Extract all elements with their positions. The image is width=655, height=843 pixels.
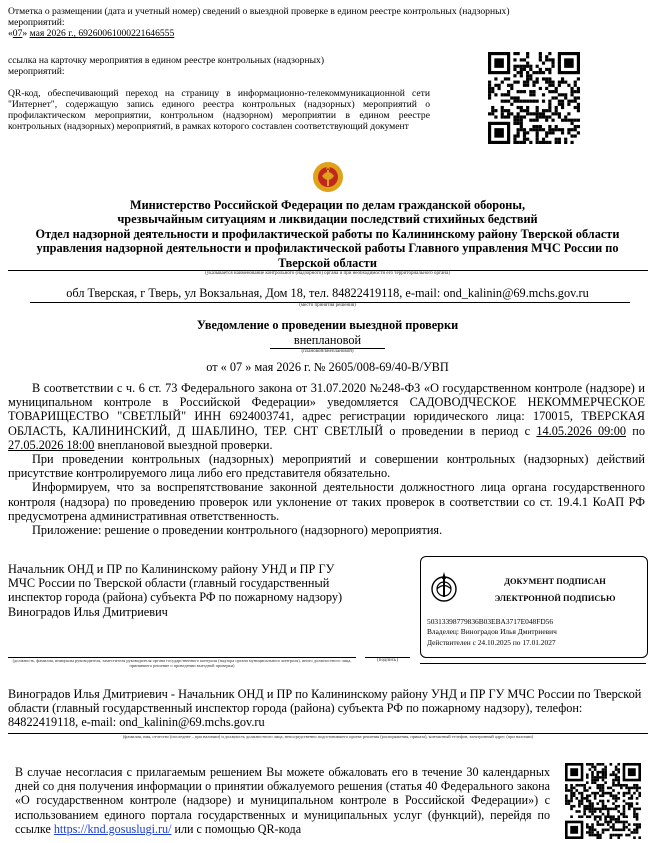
p1-mid: по	[626, 423, 645, 438]
period-to: 27.05.2026 18:00	[8, 437, 95, 452]
registry-line1: Отметка о размещении (дата и учетный номер) сведений о выездной проверке в едином реестре контрольных (надзорных)	[8, 6, 510, 17]
document-number: от « 07 » мая 2026 г. № 2605/008-69/40-В/УВП	[206, 360, 449, 374]
appeal-tail: или с помощью QR-кода	[171, 821, 302, 836]
stamp-title-line2: ЭЛЕКТРОННОЙ ПОДПИСЬЮ	[494, 594, 616, 603]
period-from: 14.05.2026 09:00	[536, 423, 626, 438]
paragraph-3: Информируем, что за воспрепятствование законной деятельности должностного лица органа государственного контроля (надзора) по проведению проверок или уклонение от таких проверок в соответствии со ст. 19.4.1 КоАП РФ предусмотрена административная ответственность.	[8, 480, 645, 523]
certificate-validity: Действителен с 24.10.2025 по 17.01.2027	[427, 637, 556, 647]
paragraph-4: Приложение: решение о проведении контрольного (надзорного) мероприятия.	[32, 523, 443, 538]
signature-caption: (подпись)	[377, 658, 398, 663]
agency-line1: Министерство Российской Федерации по делам гражданской обороны,	[129, 198, 526, 212]
document-title: Уведомление о проведении выездной проверки	[196, 318, 459, 332]
mchs-emblem-icon	[308, 156, 348, 196]
registry-line2: мероприятий:	[8, 17, 65, 28]
agency-address: обл Тверская, г Тверь, ул Вокзальная, Дом 18, тел. 84822419118, e-mail: ond_kalinin@69.mchs.gov.ru	[66, 286, 589, 300]
address-caption: (место принятия решения)	[299, 303, 356, 308]
qr-code-icon[interactable]	[488, 52, 580, 144]
stamp-details	[427, 617, 643, 648]
certificate-serial: 5031339877983​6B03EBA3717E048FD56	[427, 617, 554, 626]
registry-link-label	[8, 55, 368, 77]
inspection-kind: внеплановой	[293, 333, 362, 347]
kind-caption: (плановой/внеплановой)	[301, 349, 354, 354]
gosuslugi-link[interactable]: https://knd.gosuslugi.ru/	[53, 821, 172, 836]
agency-line5: Тверской области	[278, 255, 377, 270]
agency-caption: (указывается наименование контрольного (надзорного) органа и при необходимости его территориального органа)	[205, 271, 450, 276]
agency-line2: чрезвычайным ситуациям и ликвидации последствий стихийных бедствий	[117, 212, 538, 227]
p1-end: внеплановой выездной проверки.	[94, 437, 273, 452]
certificate-owner: Владелец: Виноградов Илья Дмитриевич	[427, 627, 557, 637]
stamp-title-line1: ДОКУМЕНТ ПОДПИСАН	[504, 577, 606, 586]
p1-main: В соответствии с ч. 6 ст. 73 Федерального закона от 31.07.2020 №248-ФЗ «О государственном контроле (надзоре) и муниципальном контроле в Российской Федерации» уведомляется САДОВОДЧЕСКОЕ НЕКОММЕРЧЕСКОЕ ТОВАРИЩЕСТВО "СВЕТЛЫЙ" ИНН 6924003741, адрес регистрации юридического лица: 170015, ТВЕРСКАЯ ОБЛАСТЬ, КАЛИНИНСКИЙ, Д ШАБЛИНО, ТЕР. СНТ СВЕТЛЫЙ о проведении в	[8, 381, 645, 438]
appeal-notice	[15, 765, 550, 836]
agency-header	[0, 198, 655, 270]
registry-note	[8, 6, 583, 39]
stamp-title	[471, 573, 639, 607]
signer-caption: (должность, фамилия, инициалы руководителя, заместителя руководителя органа государственного контроля (надзора органа муниципального контроля), иного должностного лица, принявшего решение о проведении выездной проверки)	[12, 658, 352, 668]
registry-date: «07» мая 2026 г., 69260061000221646555	[8, 28, 175, 39]
executor-caption: (фамилия, имя, отчество (последнее – при наличии) и должность должностного лица, непосредственно подготовившего проект решения (распоряжения, приказа), контактный телефон, электронный адрес (при наличии)	[122, 734, 534, 739]
paragraph-1	[8, 381, 645, 452]
registry-month: мая 2026 г.,	[29, 28, 79, 39]
divider	[420, 663, 646, 664]
paragraph-2: При проведении контрольных (надзорных) мероприятий и совершении контрольных (надзорных) действий присутствие контролируемого лица либо его представителя обязательно.	[8, 452, 645, 481]
link-label-line1: ссылка на карточку мероприятия в едином реестре контрольных (надзорных)	[8, 55, 325, 66]
agency-line4: управления надзорной деятельности и профилактической работы Главного управления МЧС России по	[36, 241, 619, 256]
registry-number: 69260061000221646555	[78, 28, 175, 39]
agency-line3: Отдел надзорной деятельности и профилактической работы по Калининскому району Тверской области	[35, 226, 620, 241]
executor-info: Виноградов Илья Дмитриевич - Начальник ОНД и ПР по Калининскому району УНД и ПР ГУ МЧС России по Тверской области (главный государственный инспектор города (района) субъекта РФ по пожарному надзору), телефон: 84822419118, e-mail: ond_kalinin@69.mchs.gov.ru	[8, 687, 642, 730]
p1-period: период с	[481, 423, 537, 438]
qr-description: QR-код, обеспечивающий переход на страницу в информационно-телекоммуникационной сети "Интернет", содержащую запись единого реестра контрольных (надзорных) мероприятий о профилактическом мероприятии, контрольном (надзорном) мероприятии в едином реестре контрольных (надзорных) мероприятий, в рамках которого составлен соответствующий документ	[8, 88, 430, 132]
qr-code-icon[interactable]	[565, 763, 641, 839]
signer-position: Начальник ОНД и ПР по Калининскому району УНД и ПР ГУ МЧС России по Тверской области (главный государственный инспектор города (района) субъекта РФ по пожарному надзору) Виноградов Илья Дмитриевич	[8, 562, 343, 619]
mchs-emblem-icon	[429, 569, 459, 607]
e-signature-stamp	[420, 556, 648, 658]
link-label-line2: мероприятий:	[8, 66, 65, 77]
appeal-text: В случае несогласия с прилагаемым решением Вы можете обжаловать его в течение 30 календарных дней со дня получения информации о принятии обжалуемого решения (статья 40 Федерального закона «О государственном контроле (надзоре) и муниципальном контроле в Российской Федерации») с использованием единого портала государственных и муниципальных услуг (функций), перейдя по ссылке	[15, 765, 550, 836]
notice-body	[8, 381, 645, 537]
registry-day: 07	[12, 28, 23, 39]
